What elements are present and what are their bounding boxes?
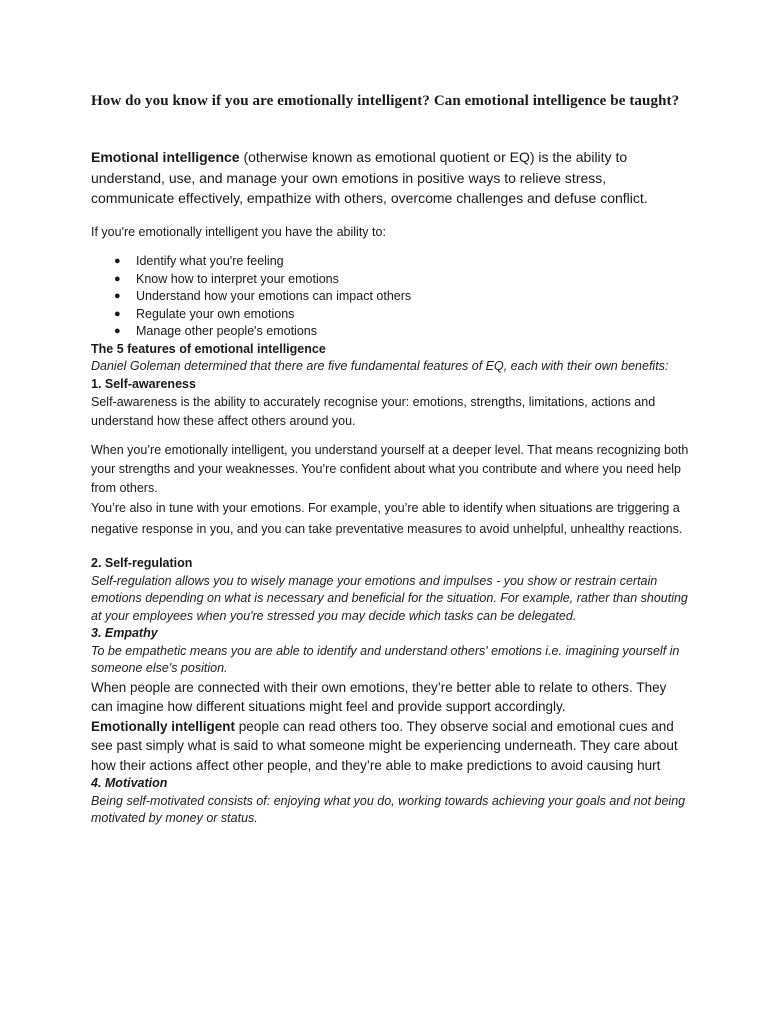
intro-term: Emotional intelligence: [91, 149, 240, 165]
list-item-text: Know how to interpret your emotions: [136, 271, 339, 286]
list-item-text: Understand how your emotions can impact others: [136, 289, 412, 303]
list-item: [91, 306, 691, 324]
intro-text: (otherwise known as emotional quotient or EQ) is the ability to understand, use, and manage your own emotions in positive ways to relieve stress, communicate effectively, empathize with others, overcome challenges and defuse conflict.: [91, 149, 648, 206]
abilities-list: [91, 253, 691, 341]
empathy-term: Emotionally intelligent: [91, 718, 236, 734]
empathy-heading: 3. Empathy: [91, 626, 158, 640]
list-item: [91, 323, 691, 341]
bullet-icon: ●: [114, 325, 121, 337]
bullet-icon: ●: [114, 290, 121, 302]
features-note: Daniel Goleman determined that there are five fundamental features of EQ, each with their own benefits:: [91, 359, 669, 373]
empathy-text: people can read others too. They observe social and emotional cues and see past simply what is said to what someone might be experiencing underneath. They care about how their actions affect other people, and they’re able to make predictions to avoid causing hurt: [91, 718, 678, 773]
list-item-text: Identify what you're feeling: [136, 254, 284, 268]
self-awareness-definition: Self-awareness is the ability to accurately recognise your: emotions, strengths, limitations, actions and understand how these affect others around you.: [91, 395, 656, 428]
features-heading: The 5 features of emotional intelligence: [91, 341, 326, 356]
self-awareness-paragraph: When you’re emotionally intelligent, you understand yourself at a deeper level. That means recognizing both your strengths and your weaknesses. You’re confident about what you contribute and where you need help from others.: [91, 443, 689, 495]
document-title: How do you know if you are emotionally intelligent? Can emotional intelligence be taught?: [91, 93, 680, 109]
self-regulation-heading: 2. Self-regulation: [91, 556, 193, 570]
motivation-text: Being self-motivated consists of: enjoying what you do, working towards achieving your goals and not being motivated by money or status.: [91, 793, 686, 825]
list-item: [91, 253, 691, 271]
abilities-lead: If you're emotionally intelligent you have the ability to:: [91, 224, 386, 239]
list-item-text: Regulate your own emotions: [136, 306, 295, 321]
self-awareness-heading: 1. Self-awareness: [91, 376, 196, 391]
bullet-icon: ●: [114, 255, 121, 267]
empathy-paragraph: When people are connected with their own emotions, they’re better able to relate to others. They can imagine how different situations might feel and provide support accordingly.: [91, 679, 667, 714]
list-item: [91, 288, 691, 306]
self-regulation-text: Self-regulation allows you to wisely manage your emotions and impulses - you show or restrain certain emotions depending on what is necessary and beneficial for the situation. For example, rather than shouting at your employees when you're stressed you may decide which tasks can be delegated.: [91, 573, 688, 623]
bullet-icon: ●: [114, 272, 121, 285]
empathy-paragraph-2: [91, 717, 691, 776]
self-awareness-paragraph-2: You’re also in tune with your emotions. For example, you’re able to identify when situations are triggering a negative response in you, and you can take preventative measures to avoid unhelpful, unhealthy reactions.: [91, 501, 683, 536]
bullet-icon: ●: [114, 307, 121, 320]
document-body: [91, 0, 691, 828]
empathy-definition: To be empathetic means you are able to identify and understand others' emotions i.e. imagining yourself in someone else's position.: [91, 643, 680, 675]
list-item: [91, 271, 691, 289]
list-item-text: Manage other people's emotions: [136, 324, 317, 338]
motivation-heading: 4. Motivation: [91, 776, 168, 790]
intro-paragraph: [91, 147, 691, 209]
